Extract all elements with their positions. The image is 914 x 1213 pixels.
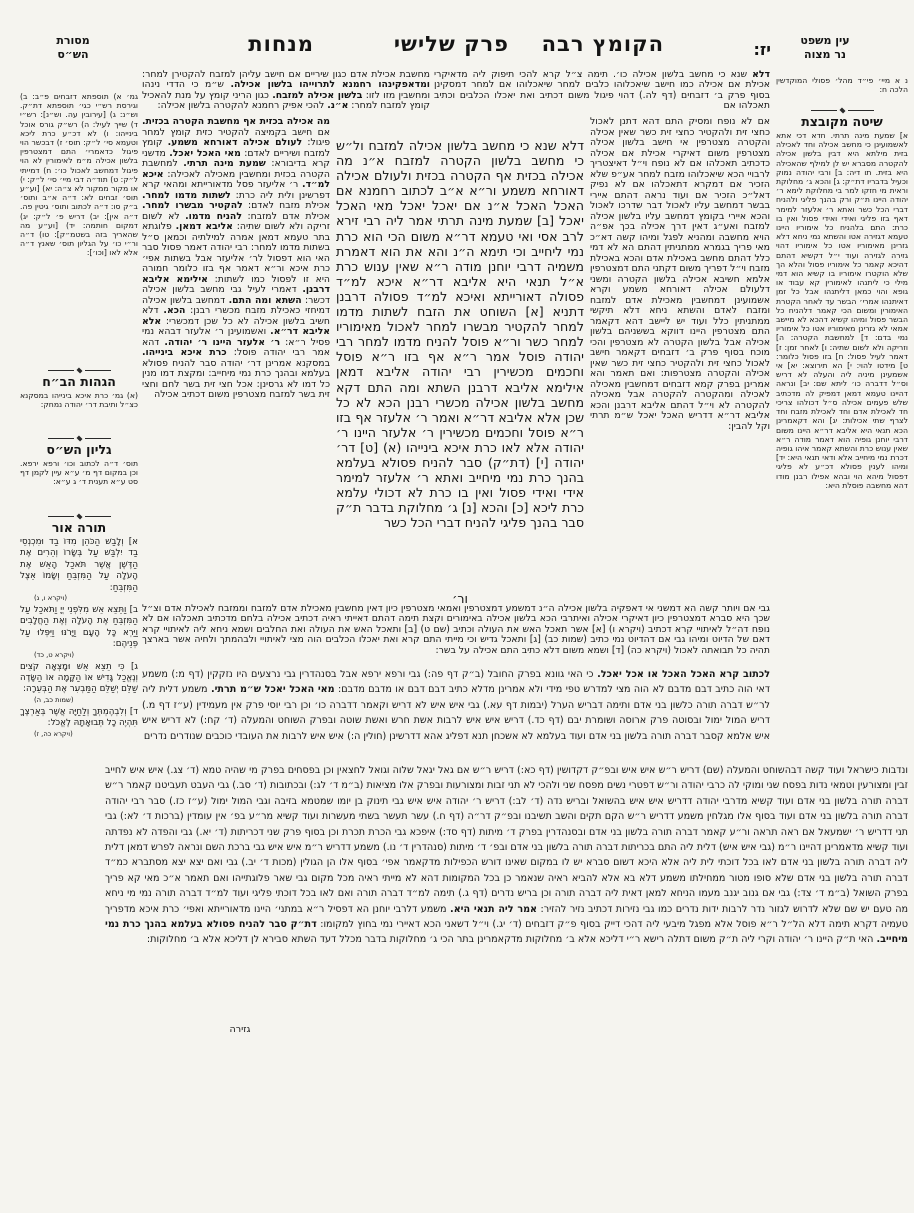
tosafot-column: אם לא נופח ומסיק התם דהא דתנן לאכול כחצי זית ולהקטיר כחצי זית כשר שאין אכילה והקטרה מצטרפין אי חישב בלשון אכילה מצטרפין משום דאיקרי אכילת אם אכילה כדכתיב תאכלהו אם לא נופח וי״ל דאיצטריך לרבויי הכא שיאכלוהו מזבח למחר אע״פ שלא הזכיר אם דמקרא דתאכלהו אם לא נפיק דאל״כ הזכיר אם ועוד נראה דהתם איירי בבשר דמחשב עליו לאכול דבר שדרכו לאכול והכא איירי בקומץ דמחשב עליו בלשון אכילה למזבח ואע״ג דאין דרך אכילה בכך אפ״ה הויא מחשבה ומהניא לפגל ומיהו קשה דא״כ מאי פריך בגמרא ממתניתין דהתם הא לא דמי כלל דהתם מחשב באכילת אדם והכא באכילת מזבח וי״ל דפריך משום דקתני התם דמצטרפין אלמא חשיבא אכילה בלשון הקטרה ומשני דלעולם אכילה דאורחא משמע וקרא אשמועינן דמחשבין מאכילת אדם למזבח ומזבח לאדם והשתא ניחא דלא תיקשי ממתניתין כלל ועוד יש ליישב דהא דקאמר התם מצטרפין היינו דווקא בששניהם בלשון אכילה אבל בלשון הקטרה לא מצטרפין והכי מוכח בסוף פרק ב׳ דזבחים דקאמר חישב לאכול כחצי זית ולהקטיר כחצי זית כשר שאין אכילה והקטרה מצטרפות: ואם תאמר והא אמרינן בפרק קמא דזבחים דמחשבין מאכילה לאכילה ומהקטרה להקטרה אבל מאכילה להקטרה לא וי״ל דהתם אליבא דרבנן והכא אליבא דר״א דדריש האכל יאכל ש״מ תרתי וקל להבין: (590, 117, 770, 432)
torah-or-verses (20, 537, 138, 791)
ein-mishpat-entry: נ א מיי׳ פי״ד מהל׳ פסולי המוקדשין הלכה ח: (776, 76, 908, 95)
tosafot-wide-band: גבי אם ויותר קשה הא דמשני אי דאפקיה בלשון אכילה ה״נ דמשמע דמצטרפין ואמאי מצטרפין כיון דאין מחשבין מאכילת אדם למזבח וממזבח לאכילת אדם וצ״ל שכך היא סברא דמצטרפין כיון דאיקרי אכילה ואיתרבי הכא בלשון אכילה באימורים וקצת תימה דהתם דאייתי ראיה דכתיב אכילה בלחם מדכתיב תאכלהו אם לא נופח דה״ל לאיתויי קרא דכתיב (ויקרא ו) [א] אשר תאכל האש את העולה וכתיב (שם ט) [ב] ותאכל האש את העולה ואת החלבים ושמא ניחא ליה לאיתויי קרא דאם של הדיוט ומיהו גבי אם דהדיוט נמי כתיב (שמות כב) [ג] ותאכל גדיש וכי מייתי התם קרא ואת יאכלו הכלבים הוה מצי לאיתויי ולבהמתך ולחיה אשר בארצך תהיה כל תבואתה לאכול (ויקרא כה) [ד] ושמא משום דלא כתיב התם אכילה על בשר: (142, 604, 770, 656)
ein-mishpat-title-line1: עין משפט (800, 34, 850, 47)
hagahot-habach-title: הגהות הב״ח (42, 374, 116, 389)
torah-or-verse: ד] וְלִבְהֶמְתְּךָ וְלַחַיָּה אֲשֶׁר בְּאַרְצֶךָ תִּהְיֶה כָל תְּבוּאָתָהּ לֶאֱכֹל: (20, 706, 138, 729)
masechet-title: מנחות (248, 32, 314, 56)
shita-mekubetzet-title: שיטה מקובצת (801, 114, 883, 129)
gemara-column: דלא שנא כי מחשב בלשון אכילה למזבח ול״ש כי מחשב בלשון הקטרה למזבח א״נ מה אכילה בכזית אף הקטרה בכזית ולעולם אכילה דאורחא משמע ור״א א״ב לכתוב רחמנא אם האכל האכל א״נ אם יאכל יאכל מאי האכל יאכל [ב] שמעת מינה תרתי אמר ליה רבי זירא לרב אסי ואי טעמא דר״א משום הכי הוא כרת נמי ליחייב וכי תימא ה״נ והא את הוא דאמרת משמיה דרבי יוחנן מודה ר״א שאין ענוש כרת א״ל תנאי היא אליבא דר״א איכא למ״ד פסולה דאורייתא ואיכא למ״ד פסולה דרבנן דתניא [א] השוחט את הזבח לשתות מדמו למחר להקטיר מבשרו למחר לאכול מאימוריו למחר כשר ור״א פוסל להניח מדמו למחר רבי יהודה פוסל אמר ר״א אף בזו ר״א פוסל וחכמים מכשירין רבי יהודה אליבא דמאן אילימא אליבא דרבנן השתא ומה התם דקא מחשב בלשון אכילה מכשרי רבנן הכא לא כל שכן אלא אליבא דר״א ואמר ר׳ אלעזר אף בזו ר״א פוסל וחכמים מכשירין ר׳ אלעזר היינו ר׳ יהודה אלא לאו כרת איכא בינייהו (א) [ט] דר׳ יהודה [י] (דת״ק) סבר להניח פסולא בעלמא בהנך כרת נמי מיחייב ואתא ר׳ אלעזר למימר אידי ואידי פסול ואין בו כרת לא דכולי עלמא כרת ליכא [כ] והכא [נ] ג׳ מחלוקת בדבר ת״ק סבר בהנך פליגי להניח דברי הכל כשר (336, 138, 584, 531)
torah-or-verse-ref: (ויקרא ט, כד) (34, 650, 75, 659)
section-divider (776, 106, 908, 114)
section-divider (20, 366, 138, 374)
rashi-column: מה אכילה בכזית אף מחשבת הקטרה בכזית. אם חישב בקמיצה להקטיר כזית קומץ למחר פיגול: לעולם אכילה דאורחא משמע. קומץ למזבח ושיריים לאדם: מאי האכל יאכל. מדשני קרא בדיבורא: שמעת מינה תרתי. למחשבת הקטרה בכזית ומחשבין מאכילה לאכילה: איכא למ״ד. ר׳ אליעזר פסל מדאורייתא ומהאי קרא דפרשינן ולית ליה כרת: לשתות מדמו למחר. אכילת מזבח לאדם: להקטיר מבשרו למחר. אכילת אדם למזבח: להניח מדמו. לא לשום זריקה ולא לשום שתיה: אליבא דמאן. פלוגתא בתר טעמא דמאן אמרה למילתיה וכמאן ס״ל בשתות מדמו למחר: רבי יהודה דאמר פסול סבר האי הוא דפסול לר׳ אליעזר אבל בשתות אפי׳ כרת איכא ור״א דאמר אף בזו כלומר חמורה היא זו לפסול כמו לשתות: אילימא אליבא דרבנן. דאמרי לעיל גבי מחשב בלשון אכילה דכשר: השתא ומה התם. דמחשב בלשון אכילה דמיחזי כאכילת מזבח מכשרי רבנן: הכא. דלא חשיב בלשון אכילה לא כל שכן דמכשרי: אלא אליבא דר״א. ואשמועינן ר׳ אלעזר דבהא נמי פסיל ר״א: ר׳ אלעזר היינו ר׳ יהודה. דהא אמר רבי יהודה פוסל: כרת איכא בינייהו. במסקנא אמרינן דר׳ יהודה סבר להניח פסולא בעלמא ובהנך כרת נמי מיחייב: ומקצת דמו מנין כל דמו לא גרסינן: אכל חצי זית בשר לחם וחצי זית בשר למזבח מצטרפין משום דכתיב אכילה (142, 117, 330, 400)
masoret-header (38, 34, 108, 62)
gilyon-hashas-text: תוס׳ ד״ה לכתוב וכו׳ ורפא ירפא. וכן במקום דף מ׳ ע״א עיין לקמן דף סט ע״א תענית ד׳ ג ע״א: (20, 459, 138, 487)
section-divider (20, 434, 138, 442)
gilyon-hashas-title: גליון הש״ס (46, 442, 112, 457)
torah-or-title: תורה אור (51, 520, 107, 535)
ein-mishpat-header (775, 34, 875, 62)
torah-or-verse: ג] כִּי תֵצֵא אֵשׁ וּמָצְאָה קֹצִים וְנֶאֱכַל גָּדִישׁ אוֹ הַקָּמָה אוֹ הַשָּׂדֶה שַׁלֵּם יְשַׁלֵּם הַמַּבְעִר אֶת הַבְּעֵרָה: (20, 661, 138, 695)
divider-diamond-icon (839, 107, 845, 113)
daf-number: יז: (753, 40, 771, 59)
masoret-title-line2: הש״ס (57, 48, 89, 61)
catchword: גזירה (229, 1024, 251, 1035)
ein-mishpat-title-line2: נר מצוה (804, 48, 846, 61)
torah-or-verse-ref: (ויקרא ו, ג) (34, 594, 68, 603)
perek-title: פרק שלישי (393, 32, 509, 56)
section-divider (20, 512, 138, 520)
torah-or-verse-ref: (ויקרא כה, ז) (34, 729, 73, 738)
divider-diamond-icon (76, 513, 82, 519)
tosafot-wide-band-2: לכתוב קרא האכל האכל או אכל יאכל. כי האי גוונא בפרק החובל (ב״ק דף פה:) גבי ורפא ירפא אבל בסנהדרין גבי נרצעים היו נזקקין (דף מ:) משמע דאי הוה כתיב דבם מדבם לא הוה מצי למדרש טפי מידי ולא אמרינן מדלא כתיב דבם דבם או מדבם מדבם: מאי האכל יאכל ש״מ תרתי. משמע דלית ליה לר״ש דברה תורה כלשון בני אדם ותימה דבריש הערל (יבמות דף עא.) גבי איש איש לא דריש וקאמר דדברה כו׳ וכן רבי יוסי פרק אין מעמידין (ע״ז דף מ.) דריש המול ימול ובסוטה פרק ארוסה ושומרת יבם (דף כד.) דריש איש איש לרבות אשת חרש ואשת שוטה ובפרק השוחט והמעלה (ד׳ קח:) לא דריש איש איש אלמא קסבר דברה תורה בלשון בני אדם ועוד בעלמא לא אשכחן תנא דפליג אהא דדרשינן (חולין ה:) איש איש לרבות את העובדי כוכבים שנודרים נדרים (142, 669, 770, 742)
torah-or-verse: א] וְלָבַשׁ הַכֹּהֵן מִדּוֹ בַד וּמִכְנְסֵי בַד יִלְבַּשׁ עַל בְּשָׂרוֹ וְהֵרִים אֶת הַדֶּשֶׁן אֲשֶׁר תֹּאכַל הָאֵשׁ אֶת הָעֹלָה עַל הַמִּזְבֵּחַ וְשָׂמוֹ אֵצֶל הַמִּזְבֵּחַ: (20, 537, 138, 593)
torah-or-verse: ב] וַתֵּצֵא אֵשׁ מִלִּפְנֵי יְיָ וַתֹּאכַל עַל הַמִּזְבֵּחַ אֶת הָעֹלָה וְאֶת הַחֲלָבִים וַיַּרְא כָּל הָעָם וַיָּרֹנּוּ וַיִּפְּלוּ עַל פְּנֵיהֶם: (20, 605, 138, 650)
masoret-hashas-text: גמ׳ א) תוספתא דזבחים פ״ב: ב) וגירסת רש״י כגי׳ תוספתא דת״ק. וש״נ: ג) [עירובין עה. וש״נ]: רש״י ד) שייך לעיל: ה) רש״ק גורס אוכל בינייהו: ו) לא דכ״ע כרת ליכא וטעמא סי׳ ל״ק: תוס׳ ז) דבכשר הוי פיגול כדאמרי׳ התם דמצטרפין בלשון אכילה מ״מ לאימורין לא הוי פיגול דמחשב לאכול כו׳: ח) דמייתי ל״ק: ט) תוד״ה דבי מיי׳ סי׳ ל״ק: י) או מקור ממקור לא צ״ה: יא) [וע״ע תוס׳ זבחים לא: ד״ה א״ב ותוס׳ ב״ק סו: ד״ה לכתוב ותוס׳ גיטין פה. ד״ה אין]: יב) דריש פ׳ ל״ק: יג) דמקום חותמה: יד) [וע״ע מה שהאריך בזה בשטמ״ק]: טו) ד״ה ור״י כו׳ על הגליון תוס׳ שאנץ ד״ה אלא לאו [וכו׳]: (20, 92, 138, 258)
rashi-top-block: מחשבת אכילת אדם כגון שיריים אם חישב עליהן למזבח להקטירן למחר: ומדאפקינהו רחמנא לתרוייהו בלשון אכילה. ש״מ כי הדדי נינהו ומחשבין מזו לזו: בלשון אכילה למזבח. כגון הריני קומץ על מנת להאכיל קומץ למזבח למחר: א״נ. להכי אפיק רחמנא להקטרה בלשון אכילה: (142, 70, 430, 112)
divider-diamond-icon (76, 367, 82, 373)
tosafot-top-block: דלא שנא כי מחשב בלשון אכילה כו׳. תימה צ״ל קרא להכי תיפוק ליה מדאיקרי אכילת אם אכילה כמו חישב שיאכלוהו כלבים למחר שיאכלוהו אם למחר דמסקינן בסוף פרק ב׳ דזבחים (דף לה.) דהוי פיגול משום דכתיב ואת יאכלו הכלבים וכתיב תאכלהו אם (434, 70, 770, 112)
masoret-title-line1: מסורת (56, 34, 90, 47)
torah-or-verse-ref: (שמות כב, ה) (34, 695, 74, 704)
shita-mekubetzet-text: א] שמעת מינה תרתי. חדא דכי אתא לאשמועינן כי מחשב אכילה וחד לאכילה בזית מילתא היא דבין בלשון אכילה להקטרה מסברא יש לן למילף שהאכילה היא בזית. תו דיה: ב] ורבי יהודה נמוק וכעיל בדבריו דת״ק: ג] והכא ג׳ מחלוקת וראית מי חזקו למר בי מחלוקת לימא ר׳ יהודה היינו ת״ק ורק בהנך פליגי ולהניח דברי הכל כשר ואתא ר׳ אלעזר למימר דאף בזו פליגי ואידי ואידי פסול ואין בו כרת: התם בלהניח כל אימוריו היינו טעמא דגזירה אטו והשתא נמי ניחא דלא גזרינן מאימוריו אטו כל אימוריו דהוי גזירה לגזירה ועוד י״ל דקשיא דהתם דהיכא קאמר כל אימוריו פסול והלא הך שלא הוקטרו אימוריו בו קשיא הוא דמי מילי כי ליתנהו לאימורין קא עבוד או גופא והוי כמאן דליתנהו אבל כל זמן דאיתנהו אמרי׳ הבשר עד לאחר הקטרת האימורין ומשום הכי קאמר דלהניח כל הבשר פסול ומיהו קשיא דהכא לא מיישב אמאי לא גזרינן מאימוריו אטו כל אימוריו נמי בדם: ד] למחשבת הקטרה: ה] וזריקה ולא לשום שתיה: ו] לאחר זמן: ז] דאמר לעיל פסול: ח] בזו פסול כלומר: ט] מידטו להוי: י] הא תירוצא: יא] אי אשמעינן מיניה ליה והעלה לא דריש וס״ל דדברה כו׳ ליתא שם: יב] ונראה דהיינו טעמא דמאן דמפיק לה מדכתיב שלש פעמים אכילה ס״ל דכולהו צריכי חד לאכילת אדם וחד לאכילת מזבח וחד לצרף שתי אכילות: יג] והא דקאמרינן הכא תנאי היא אליבא דר״א היינו משום דרבי יוחנן גופיה הוא דאמר מודה ר״א שאין ענוש כרת והשתא קאמר איהו גופיה דכרת נמי מיחייב אלא ודאי תנאי היא: יד] ומיהו לענין פסולא דכ״ע לא פליגי דפסול מיהא הוי ובהא אפילו רבנן מודו דהא מחשבה פוסלת היא: (776, 131, 908, 490)
gemara-tail: ור׳ (452, 591, 468, 606)
hagahot-habach-text: (א) גמ׳ כרת איכא בינייהו במסקנא כצ״ל ותיבת דר׳ יהודה נמחק: (20, 391, 138, 410)
tosafot-full-width-band: ונדבות כישראל ועוד קשה דבהשוחט והמעלה (שם) דריש ר״ש איש איש ובפ״ק דקדושין (דף כא:) דריש ר״ש אם גאל יגאל שלוה וגואל לחצאין וכן בפסחים בפרק מי שהיה טמא (ד׳ צג.) איש איש לחייב זבין ומצורעין וטמאי נדות בפסח שני ומוקי לה כרבי יהודה ור״ש דפטרי נשים מפסח שני ולהכי לא תני זבות ומצורעות ובפרק אלו מציאות (ב״מ ד׳ לג:) ובכתובות (ד׳ סב.) גבי העבט תעביטנו קאמר ר״ש דברה תורה בלשון בני אדם ועוד קשיא מדרבי יהודה דדריש איש איש בהשואל ובריש נדה (ד׳ לב:) דריש ר׳ יהודה איש איש גבי תינוק בן יומו שמטמא בזיבה וגבי המול ימול (ע״ז כז.) סבר רבי יהודה דברה תורה בלשון בני אדם ועוד בסוף אלו מגלחין משמע דדריש ר״ש הקם תקים והשב תשיבנו ובפ״ק דר״ה (דף ח.) עשר תעשר בשתי מעשרות ועוד קשיא מר״ע בפ׳ אין עומדין (ברכות ד׳ לא:) גבי תני דדריש ר׳ ישמעאל אם ראה תראה ור״ע קאמר דברה תורה בלשון בני אדם ובסנהדרין בפרק ד׳ מיתות (דף סד:) איפכא גבי הכרת תכרת וכן בסוף פרק שני דכריתות (ד׳ יא.) גבי והפדה לא נפדתה ועוד קשיא מדאמרינן דהיינו ר״מ (גבי איש איש) דלית ליה התם בכריתות דברה תורה בלשון בני אדם ובפ׳ ד׳ מיתות (סנהדרין ד׳ נו.) משמע דדריש ר״מ איש איש גבי ברכת השם ונראה לפרש דמאן דלית ליה דברה תורה בלשון בני אדם לאו בכל דוכתי לית ליה אלא היכא דשום סברא יש לו במקום שאינו דורש הכפילות מדקאמר אפי׳ בסוף אלו הן הגולין (מכות ד׳ יב.) גבי ואם יצא יצא מסתברא כמ״ד דברה תורה בלשון בני אדם שלא סופו מטור ממחילתו משמע דלא בא אלא להביא ראיה שנאמר כן בכל המקומות דהא לא מייתי ראיה מכל מקום גבי שאר פלוגתייהו ואם תאמר א״כ מאי קא פריך בפרק השואל (ב״מ ד׳ צד:) גבי אם גנוב יגנב מעמו הניחא למאן דאית ליה דברה תורה וכן בריש נדרים (דף ג.) תימה למ״ד דברה תורה ואם לאו בכל דוכתי פליגי ועוד למ״ד דברה תורה נמי מי ניחא מה טעם יש שם שלא לדרוש לגזור נדר לרבות ידות נדרים כמו גבי נזירות דכתיב נזיר להזיר: אמר ליה תנאי היא. משמע דלרבי יוחנן הא דפסיל ר״א במתני׳ היינו מדאורייתא ואפי׳ כרת איכא מדפריך טעמיה דקרא תימה דלא הל״ל ר״א פוסל אלא מפגל מיבעי ליה דהכי דייק בסוף פ״ק דזבחים (ד׳ יג.) וי״ל דשאני הכא דאיירי נמי בחוץ למקומו: דת״ק סבר להניח פסולא בעלמא בהנך כרת נמי מיחייב. האי ת״ק היינו ר׳ יהודה וקרי ליה ת״ק משום דתלה רישא ר״י דליכא אלא ב׳ מחלוקות מדקאמרינן בתר הכי ג׳ מחלוקות בדבר מכלל דעד השתא סבירא לן דליכא אלא ב׳ מחלוקות: (105, 765, 908, 946)
chapter-title: הקומץ רבה (541, 32, 664, 56)
divider-diamond-icon (76, 435, 82, 441)
